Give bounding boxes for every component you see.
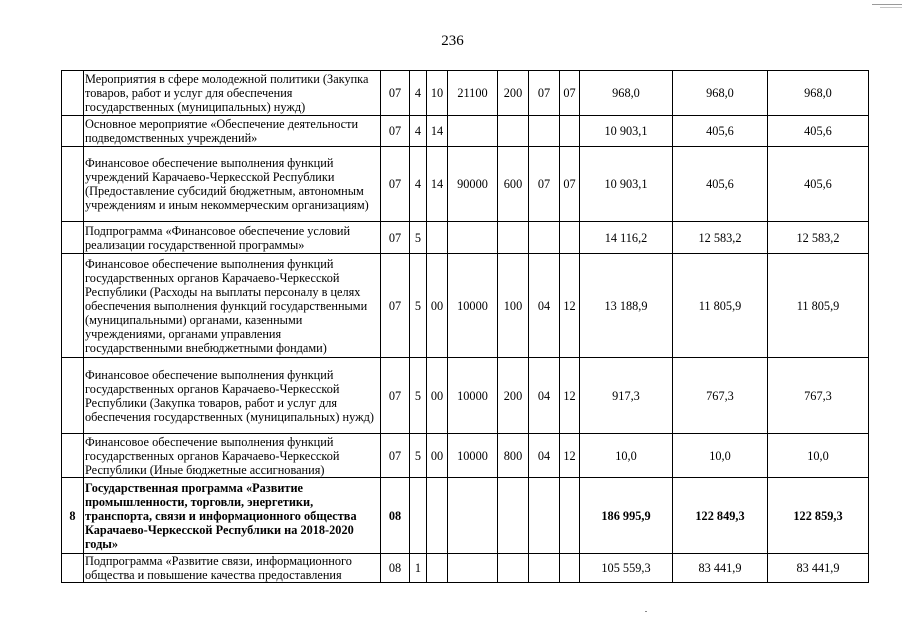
amount-year-1: 10,0 xyxy=(580,434,673,478)
code-event: 00 xyxy=(427,358,448,434)
code-expense-type xyxy=(498,116,529,147)
code-direction xyxy=(448,116,498,147)
amount-year-3: 968,0 xyxy=(768,71,869,116)
code-subprogram: 5 xyxy=(410,434,427,478)
corner-scan-mark xyxy=(872,4,902,5)
amount-year-3: 405,6 xyxy=(768,147,869,222)
row-number xyxy=(62,116,84,147)
code-event: 10 xyxy=(427,71,448,116)
amount-year-1: 13 188,9 xyxy=(580,254,673,358)
code-expense-type xyxy=(498,222,529,254)
code-expense-type: 600 xyxy=(498,147,529,222)
code-program: 07 xyxy=(381,222,410,254)
code-direction: 10000 xyxy=(448,434,498,478)
table-row xyxy=(62,116,869,147)
item-name: Подпрограмма «Финансовое обеспечение условий реализации государственной программы» xyxy=(84,222,381,254)
code-event: 14 xyxy=(427,116,448,147)
table-row xyxy=(62,554,869,583)
code-program: 07 xyxy=(381,147,410,222)
code-direction: 10000 xyxy=(448,254,498,358)
row-number xyxy=(62,147,84,222)
code-direction: 90000 xyxy=(448,147,498,222)
amount-year-2: 83 441,9 xyxy=(673,554,768,583)
code-expense-type xyxy=(498,554,529,583)
amount-year-3: 10,0 xyxy=(768,434,869,478)
amount-year-3: 405,6 xyxy=(768,116,869,147)
code-subprogram: 5 xyxy=(410,222,427,254)
row-number xyxy=(62,358,84,434)
code-subsection xyxy=(560,116,580,147)
code-subsection: 07 xyxy=(560,71,580,116)
code-direction: 21100 xyxy=(448,71,498,116)
code-program: 08 xyxy=(381,554,410,583)
amount-year-3: 11 805,9 xyxy=(768,254,869,358)
code-subsection: 12 xyxy=(560,358,580,434)
scan-speck xyxy=(645,611,647,612)
row-number xyxy=(62,222,84,254)
code-subsection: 12 xyxy=(560,434,580,478)
code-expense-type: 100 xyxy=(498,254,529,358)
budget-table xyxy=(61,70,869,583)
amount-year-2: 405,6 xyxy=(673,116,768,147)
item-name: Финансовое обеспечение выполнения функций государственных органов Карачаево-Черкесской Республики (Закупка товаров, работ и услуг для обеспечения государственных (муниципальных) нужд) xyxy=(84,358,381,434)
code-subsection: 12 xyxy=(560,254,580,358)
table-row xyxy=(62,147,869,222)
corner-scan-mark xyxy=(880,7,902,8)
amount-year-2: 122 849,3 xyxy=(673,478,768,554)
item-name: Государственная программа «Развитие промышленности, торговли, энергетики, транспорта, связи и информационного общества Карачаево-Черкесской Республики на 2018-2020 годы» xyxy=(84,478,381,554)
amount-year-2: 10,0 xyxy=(673,434,768,478)
table-row xyxy=(62,478,869,554)
amount-year-3: 767,3 xyxy=(768,358,869,434)
amount-year-2: 405,6 xyxy=(673,147,768,222)
code-program: 08 xyxy=(381,478,410,554)
item-name: Подпрограмма «Развитие связи, информационного общества и повышение качества предоставления xyxy=(84,554,381,583)
code-expense-type: 800 xyxy=(498,434,529,478)
amount-year-3: 12 583,2 xyxy=(768,222,869,254)
code-program: 07 xyxy=(381,358,410,434)
code-subsection xyxy=(560,222,580,254)
code-event xyxy=(427,222,448,254)
code-section xyxy=(529,478,560,554)
row-number xyxy=(62,71,84,116)
code-section xyxy=(529,222,560,254)
item-name: Основное мероприятие «Обеспечение деятельности подведомственных учреждений» xyxy=(84,116,381,147)
code-program: 07 xyxy=(381,254,410,358)
code-subprogram: 4 xyxy=(410,71,427,116)
code-event: 14 xyxy=(427,147,448,222)
code-direction: 10000 xyxy=(448,358,498,434)
code-program: 07 xyxy=(381,71,410,116)
code-subsection xyxy=(560,478,580,554)
code-event xyxy=(427,554,448,583)
code-section: 04 xyxy=(529,254,560,358)
code-subprogram: 4 xyxy=(410,116,427,147)
code-subprogram: 5 xyxy=(410,358,427,434)
item-name: Финансовое обеспечение выполнения функций государственных органов Карачаево-Черкесской Республики (Иные бюджетные ассигнования) xyxy=(84,434,381,478)
amount-year-1: 10 903,1 xyxy=(580,147,673,222)
code-expense-type: 200 xyxy=(498,358,529,434)
code-section: 07 xyxy=(529,147,560,222)
code-event xyxy=(427,478,448,554)
code-event: 00 xyxy=(427,434,448,478)
code-direction xyxy=(448,478,498,554)
code-program: 07 xyxy=(381,116,410,147)
item-name: Финансовое обеспечение выполнения функций государственных органов Карачаево-Черкесской Республики (Расходы на выплаты персоналу в целях обеспечения выполнения функций государственными (муниципальными) органами, казенными учреждениями, органами управления государственными внебюджетными фондами) xyxy=(84,254,381,358)
table-row xyxy=(62,222,869,254)
amount-year-1: 917,3 xyxy=(580,358,673,434)
code-subprogram: 4 xyxy=(410,147,427,222)
amount-year-3: 122 859,3 xyxy=(768,478,869,554)
row-number xyxy=(62,254,84,358)
code-expense-type: 200 xyxy=(498,71,529,116)
code-direction xyxy=(448,222,498,254)
page-number: 236 xyxy=(441,33,464,49)
amount-year-2: 12 583,2 xyxy=(673,222,768,254)
amount-year-2: 968,0 xyxy=(673,71,768,116)
table-row xyxy=(62,434,869,478)
amount-year-1: 968,0 xyxy=(580,71,673,116)
item-name: Мероприятия в сфере молодежной политики (Закупка товаров, работ и услуг для обеспечения государственных (муниципальных) нужд) xyxy=(84,71,381,116)
amount-year-1: 186 995,9 xyxy=(580,478,673,554)
code-event: 00 xyxy=(427,254,448,358)
code-section xyxy=(529,554,560,583)
code-program: 07 xyxy=(381,434,410,478)
amount-year-1: 10 903,1 xyxy=(580,116,673,147)
code-subsection: 07 xyxy=(560,147,580,222)
row-number xyxy=(62,554,84,583)
code-subprogram xyxy=(410,478,427,554)
code-section: 04 xyxy=(529,434,560,478)
code-subprogram: 5 xyxy=(410,254,427,358)
code-section: 07 xyxy=(529,71,560,116)
row-number: 8 xyxy=(62,478,84,554)
code-section: 04 xyxy=(529,358,560,434)
row-number xyxy=(62,434,84,478)
table-row xyxy=(62,254,869,358)
code-section xyxy=(529,116,560,147)
code-direction xyxy=(448,554,498,583)
table-row xyxy=(62,71,869,116)
code-subprogram: 1 xyxy=(410,554,427,583)
code-expense-type xyxy=(498,478,529,554)
code-subsection xyxy=(560,554,580,583)
item-name: Финансовое обеспечение выполнения функций учреждений Карачаево-Черкесской Республики (Предоставление субсидий бюджетным, автономным учреждениям и иным некоммерческим организациям) xyxy=(84,147,381,222)
amount-year-3: 83 441,9 xyxy=(768,554,869,583)
amount-year-2: 767,3 xyxy=(673,358,768,434)
amount-year-1: 105 559,3 xyxy=(580,554,673,583)
amount-year-2: 11 805,9 xyxy=(673,254,768,358)
amount-year-1: 14 116,2 xyxy=(580,222,673,254)
table-row xyxy=(62,358,869,434)
